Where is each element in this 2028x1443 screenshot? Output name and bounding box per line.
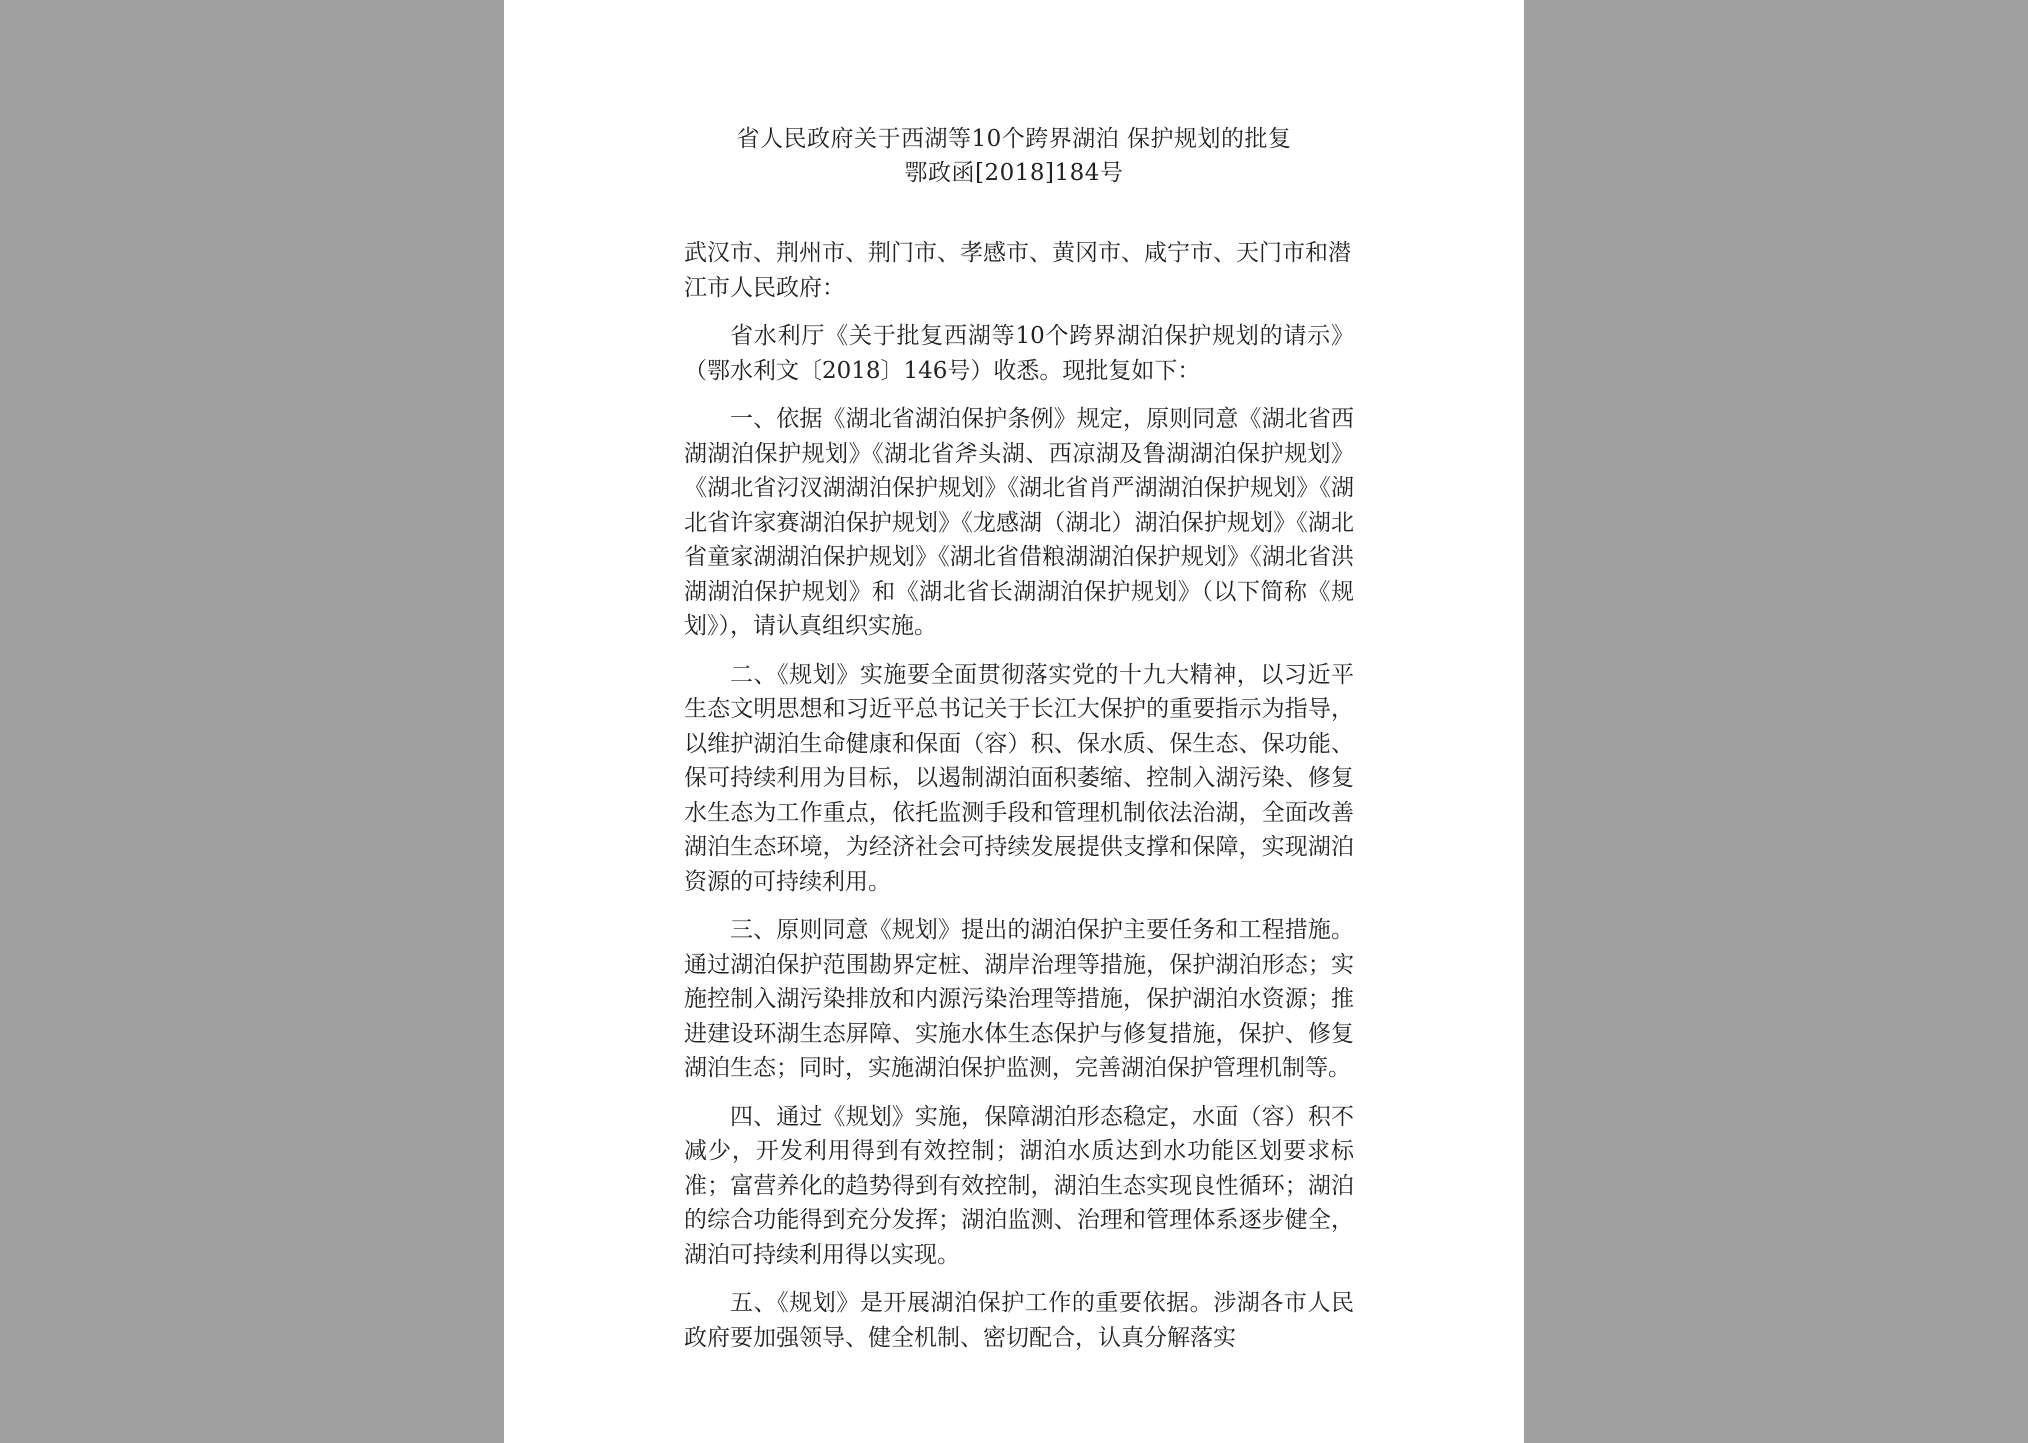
paragraph-1: 一、依据《湖北省湖泊保护条例》规定，原则同意《湖北省西湖湖泊保护规划》《湖北省斧头湖、西凉湖及鲁湖湖泊保护规划》《湖北省汈汊湖湖泊保护规划》《湖北省肖严湖湖泊保护规划》《湖北省许家赛湖泊保护规划》《龙感湖（湖北）湖泊保护规划》《湖北省童家湖湖泊保护规划》《湖北省借粮湖湖泊保护规划》《湖北省洪湖湖泊保护规划》和《湖北省长湖湖泊保护规划》（以下简称《规划》），请认真组织实施。 (684, 406, 1354, 639)
document-body (684, 236, 1354, 1369)
document-title: 省人民政府关于西湖等10个跨界湖泊 保护规划的批复 (736, 126, 1292, 152)
addressee: 武汉市、荆州市、荆门市、孝感市、黄冈市、咸宁市、天门市和潜江市人民政府： (684, 240, 1351, 301)
paragraph-4: 四、通过《规划》实施，保障湖泊形态稳定，水面（容）积不减少，开发利用得到有效控制；湖泊水质达到水功能区划要求标准；富营养化的趋势得到有效控制，湖泊生态实现良性循环；湖泊的综合功能得到充分发挥；湖泊监测、治理和管理体系逐步健全，湖泊可持续利用得以实现。 (684, 1103, 1354, 1268)
document-header (504, 122, 1524, 190)
paragraph-intro: 省水利厅《关于批复西湖等10个跨界湖泊保护规划的请示》（鄂水利文〔2018〕146号）收悉。现批复如下： (684, 323, 1354, 384)
paragraph-5: 五、《规划》是开展湖泊保护工作的重要依据。涉湖各市人民政府要加强领导、健全机制、密切配合，认真分解落实 (684, 1290, 1354, 1351)
paragraph-3: 三、原则同意《规划》提出的湖泊保护主要任务和工程措施。通过湖泊保护范围勘界定桩、湖岸治理等措施，保护湖泊形态；实施控制入湖污染排放和内源污染治理等措施，保护湖泊水资源；推进建设环湖生态屏障、实施水体生态保护与修复措施，保护、修复湖泊生态；同时，实施湖泊保护监测，完善湖泊保护管理机制等。 (684, 917, 1354, 1081)
document-number: 鄂政函[2018]184号 (904, 160, 1124, 186)
document-page (504, 0, 1524, 1443)
paragraph-2: 二、《规划》实施要全面贯彻落实党的十九大精神，以习近平生态文明思想和习近平总书记关于长江大保护的重要指示为指导，以维护湖泊生命健康和保面（容）积、保水质、保生态、保功能、保可持续利用为目标，以遏制湖泊面积萎缩、控制入湖污染、修复水生态为工作重点，依托监测手段和管理机制依法治湖，全面改善湖泊生态环境，为经济社会可持续发展提供支撑和保障，实现湖泊资源的可持续利用。 (684, 661, 1354, 895)
